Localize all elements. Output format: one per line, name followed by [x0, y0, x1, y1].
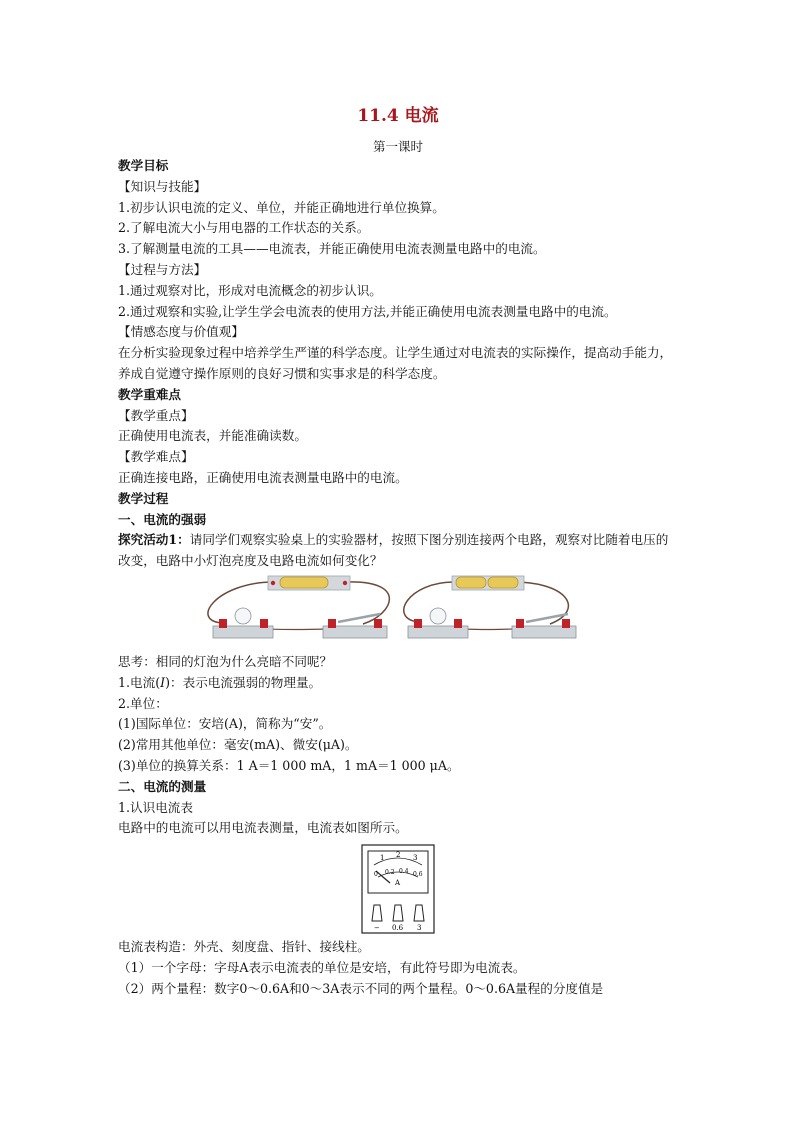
battery-cell	[488, 577, 518, 588]
page-subtitle: 第一课时	[372, 139, 423, 154]
range-point: （2）两个量程：数字0～0.6A和0～3A表示不同的两个量程。0～0.6A量程的分度值是	[118, 980, 604, 996]
terminal-label-3: 3	[417, 924, 422, 933]
key-point-text: 正确使用电流表，并能准确读数。	[118, 428, 307, 444]
meet-ammeter: 1.认识电流表	[118, 799, 193, 815]
knowledge-item-3: 3.了解测量电流的工具——电流表，并能正确使用电流表测量电路中的电流。	[118, 241, 546, 257]
process-item-2: 2.通过观察和实验,让学生学会电流表的使用方法,并能正确使用电流表测量电路中的电流。	[118, 303, 617, 319]
current-symbol: I	[160, 674, 166, 690]
ammeter-figure	[118, 843, 678, 935]
process-heading: 【过程与方法】	[118, 261, 207, 277]
knowledge-item-1: 1.初步认识电流的定义、单位，并能正确地进行单位换算。	[118, 199, 445, 215]
lamp-icon	[430, 608, 446, 624]
switch-icon	[338, 614, 380, 622]
lamp-icon	[235, 608, 251, 624]
bottom-scale-04: 0.4	[399, 868, 409, 876]
key-heading: 教学重难点	[118, 386, 181, 402]
activity-label: 探究活动1：	[118, 532, 190, 548]
difficulty-heading: 【教学难点】	[118, 449, 194, 465]
process-item-1: 1.通过观察对比，形成对电流概念的初步认识。	[118, 282, 382, 298]
current-definition	[118, 673, 678, 694]
unit-item-2: (2)常用其他单位：毫安(mA)、微安(μA)。	[118, 737, 358, 753]
emotion-heading: 【情感态度与价值观】	[118, 324, 244, 340]
unit-heading: 2.单位：	[118, 695, 168, 711]
part1-heading: 一、电流的强弱	[118, 511, 207, 527]
circuit-one	[208, 576, 389, 638]
terminal-neg-icon	[372, 905, 382, 921]
emotion-text: 在分析实验现象过程中培养学生严谨的科学态度。让学生通过对电流表的实际操作，提高动手能力，养成自觉遵守操作原则的良好习惯和实事求是的科学态度。	[118, 345, 673, 381]
unit-item-3: (3)单位的换算关系：1 A＝1 000 mA，1 mA＝1 000 μA。	[118, 757, 460, 773]
bottom-scale-02: 0.2	[385, 869, 395, 877]
knowledge-item-2: 2.了解电流大小与用电器的工作状态的关系。	[118, 220, 370, 236]
goals-heading: 教学目标	[118, 158, 169, 173]
current-def-suffix: )：表示电流强弱的物理量。	[165, 674, 322, 690]
bottom-scale-06: 0.6	[413, 871, 423, 879]
key-point-heading: 【教学重点】	[118, 407, 194, 423]
activity-text: 请同学们观察实验桌上的实验器材，按照下图分别连接两个电路，观察对比随着电压的改变，电路中小灯泡亮度及电路电流如何变化？	[118, 532, 669, 569]
circuit-two	[404, 576, 576, 638]
top-scale-2: 2	[396, 851, 401, 860]
battery-cell	[456, 577, 486, 588]
top-scale-3: 3	[413, 854, 418, 863]
bottom-scale-0: 0	[374, 871, 378, 879]
part2-heading: 二、电流的测量	[118, 778, 207, 794]
process-main-heading: 教学过程	[118, 490, 169, 506]
ammeter-intro: 电路中的电流可以用电流表测量，电流表如图所示。	[118, 820, 408, 836]
difficulty-text: 正确连接电路，正确使用电流表测量电路中的电流。	[118, 469, 408, 485]
think-question: 思考：相同的灯泡为什么亮暗不同呢？	[118, 653, 333, 669]
knowledge-heading: 【知识与技能】	[118, 178, 207, 194]
terminal-label-06: 0.6	[392, 924, 404, 933]
letter-point: （1）一个字母：字母A表示电流表的单位是安培，有此符号即为电流表。	[118, 959, 526, 975]
battery-cell	[280, 577, 328, 588]
activity-paragraph	[118, 530, 678, 572]
circuits-illustration	[118, 574, 678, 650]
current-def-prefix: 1.电流(	[118, 674, 161, 690]
page-title: 11.4 电流	[357, 106, 439, 126]
terminal-06-icon	[393, 905, 403, 921]
ammeter-unit: A	[395, 879, 401, 888]
unit-item-1: (1)国际单位：安培(A)，简称为“安”。	[118, 716, 332, 732]
top-scale-1: 1	[380, 854, 385, 863]
ammeter-structure: 电流表构造：外壳、刻度盘、指针、接线柱。	[118, 939, 370, 955]
circuit-figures	[118, 574, 678, 650]
ammeter-illustration	[118, 843, 678, 935]
terminal-label-neg: −	[374, 924, 380, 933]
terminal-3-icon	[414, 905, 424, 921]
document-page	[118, 104, 678, 1000]
